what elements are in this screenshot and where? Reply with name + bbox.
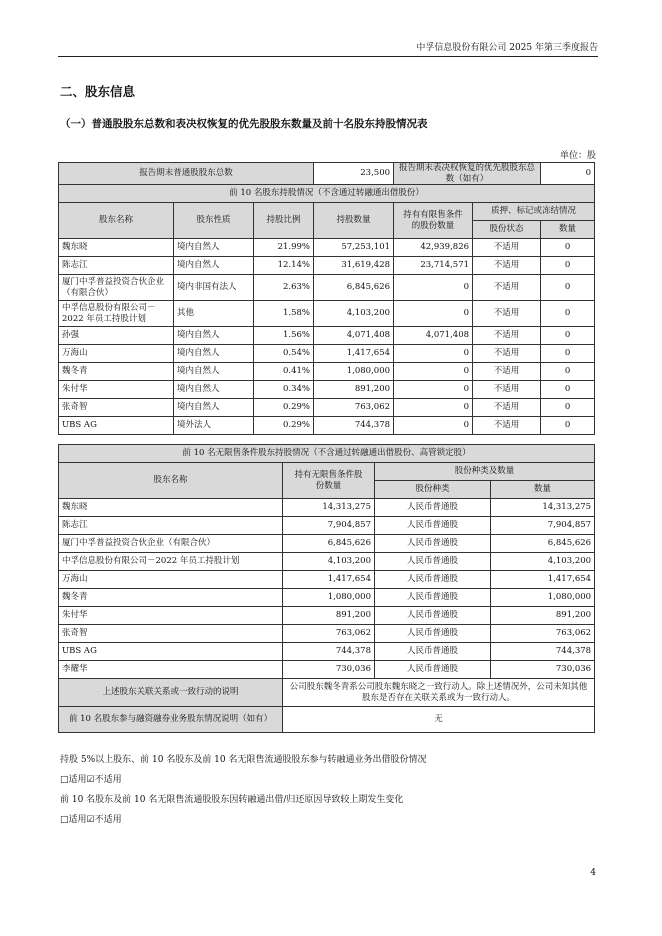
shareholder-name: 朱付华: [59, 607, 283, 625]
shareholding-qty: 763,062: [314, 399, 394, 417]
shareholding-ratio: 21.99%: [254, 239, 314, 257]
shareholding-qty: 31,619,428: [314, 257, 394, 275]
col-name: 股东名称: [59, 203, 174, 239]
total-holders-label: 报告期末普通股股东总数: [59, 163, 314, 185]
share-type: 人民币普通股: [375, 661, 491, 679]
unrestricted-shareholders-table: [58, 444, 595, 733]
unrestricted-qty: 744,378: [283, 643, 375, 661]
shareholder-name: 厦门中孚普益投资合伙企业（有限合伙）: [59, 535, 283, 553]
share-count: 7,904,857: [491, 517, 595, 535]
restricted-qty: 42,939,826: [394, 239, 473, 257]
shareholder-nature: 境内自然人: [174, 363, 254, 381]
pledge-status: 不适用: [473, 327, 541, 345]
restricted-qty: 0: [394, 381, 473, 399]
restricted-qty: 0: [394, 417, 473, 435]
unrestricted-qty: 891,200: [283, 607, 375, 625]
table-row: [59, 589, 595, 607]
restricted-qty: 0: [394, 275, 473, 301]
share-count: 763,062: [491, 625, 595, 643]
pledge-qty: 0: [541, 239, 595, 257]
table-row: [59, 571, 595, 589]
shareholder-name: 万海山: [59, 571, 283, 589]
relation-label: 上述股东关联关系或一致行动的说明: [59, 679, 283, 707]
table-row: [59, 499, 595, 517]
shareholding-qty: 4,103,200: [314, 301, 394, 327]
pledge-status: 不适用: [473, 257, 541, 275]
share-count: 6,845,626: [491, 535, 595, 553]
table-row: [59, 535, 595, 553]
share-count: 1,080,000: [491, 589, 595, 607]
table-row: [59, 363, 595, 381]
restricted-qty: 0: [394, 363, 473, 381]
share-count: 1,417,654: [491, 571, 595, 589]
pledge-qty: 0: [541, 363, 595, 381]
col-u-type: 股份种类: [375, 481, 491, 499]
shareholder-name: 张奇智: [59, 399, 174, 417]
note-line: 前 10 名股东及前 10 名无限售流通股股东因转融通出借/归还原因导致较上期发生变化: [60, 795, 404, 805]
shareholder-nature: 境内自然人: [174, 381, 254, 399]
pledge-status: 不适用: [473, 363, 541, 381]
share-count: 744,378: [491, 643, 595, 661]
top10-shareholders-table: [58, 162, 595, 435]
pledge-qty: 0: [541, 275, 595, 301]
col-qty: 持股数量: [314, 203, 394, 239]
shareholding-ratio: 1.58%: [254, 301, 314, 327]
share-type: 人民币普通股: [375, 589, 491, 607]
pledge-status: 不适用: [473, 301, 541, 327]
unrestricted-qty: 1,080,000: [283, 589, 375, 607]
share-count: 14,313,275: [491, 499, 595, 517]
unrestricted-title: 前 10 名无限售条件股东持股情况（不含通过转融通出借股份、高管锁定股）: [59, 445, 595, 463]
shareholder-nature: 其他: [174, 301, 254, 327]
shareholding-qty: 57,253,101: [314, 239, 394, 257]
margin-trading-label: 前 10 名股东参与融资融券业务股东情况说明（如有）: [59, 707, 283, 733]
col-u-type-group: 股份种类及数量: [375, 463, 595, 481]
shareholding-ratio: 2.63%: [254, 275, 314, 301]
shareholder-nature: 境内非国有法人: [174, 275, 254, 301]
shareholding-qty: 891,200: [314, 381, 394, 399]
restricted-qty: 4,071,408: [394, 327, 473, 345]
page-header: 中孚信息股份有限公司 2025 年第三季度报告: [58, 40, 598, 57]
shareholder-name: 张奇智: [59, 625, 283, 643]
pledge-qty: 0: [541, 399, 595, 417]
shareholding-qty: 6,845,626: [314, 275, 394, 301]
shareholder-name: 魏冬青: [59, 589, 283, 607]
pledge-qty: 0: [541, 327, 595, 345]
shareholder-name: 万海山: [59, 345, 174, 363]
shareholder-nature: 境外法人: [174, 417, 254, 435]
pledge-qty: 0: [541, 345, 595, 363]
shareholder-name: 魏东晓: [59, 239, 174, 257]
share-count: 730,036: [491, 661, 595, 679]
col-status: 股份状态: [473, 221, 541, 239]
shareholder-name: UBS AG: [59, 643, 283, 661]
col-ratio: 持股比例: [254, 203, 314, 239]
shareholding-ratio: 1.56%: [254, 327, 314, 345]
shareholder-name: 中孚信息股份有限公司－2022 年员工持股计划: [59, 301, 174, 327]
pref-holders-value: 0: [541, 163, 595, 185]
unrestricted-qty: 7,904,857: [283, 517, 375, 535]
shareholding-qty: 1,417,654: [314, 345, 394, 363]
restricted-qty: 23,714,571: [394, 257, 473, 275]
share-count: 891,200: [491, 607, 595, 625]
section-title: 二、股东信息: [60, 84, 136, 99]
table-row: [59, 381, 595, 399]
pledge-qty: 0: [541, 257, 595, 275]
pref-holders-label: 报告期末表决权恢复的优先股股东总数（如有）: [394, 163, 541, 185]
pledge-status: 不适用: [473, 345, 541, 363]
shareholding-ratio: 0.29%: [254, 417, 314, 435]
restricted-qty: 0: [394, 345, 473, 363]
table-row: [59, 417, 595, 435]
table-row: [59, 239, 595, 257]
shareholder-nature: 境内自然人: [174, 257, 254, 275]
shareholder-name: 魏东晓: [59, 499, 283, 517]
table-row: [59, 301, 595, 327]
share-type: 人民币普通股: [375, 517, 491, 535]
table-row: [59, 399, 595, 417]
shareholder-name: 孙强: [59, 327, 174, 345]
shareholding-ratio: 12.14%: [254, 257, 314, 275]
shareholding-ratio: 0.54%: [254, 345, 314, 363]
subsection-title: （一）普通股股东总数和表决权恢复的优先股股东数量及前十名股东持股情况表: [60, 118, 428, 130]
col-u-qty: 持有无限售条件股份数量: [283, 463, 375, 499]
unrestricted-qty: 730,036: [283, 661, 375, 679]
unrestricted-qty: 4,103,200: [283, 553, 375, 571]
col-u-count: 数量: [491, 481, 595, 499]
shareholder-name: 厦门中孚普益投资合伙企业（有限合伙）: [59, 275, 174, 301]
shareholding-ratio: 0.29%: [254, 399, 314, 417]
unrestricted-qty: 6,845,626: [283, 535, 375, 553]
table-row: [59, 275, 595, 301]
pledge-qty: 0: [541, 301, 595, 327]
total-holders-value: 23,500: [314, 163, 394, 185]
unrestricted-qty: 1,417,654: [283, 571, 375, 589]
shareholder-name: 陈志江: [59, 517, 283, 535]
col-restricted: 持有有限售条件的股份数量: [394, 203, 473, 239]
pledge-status: 不适用: [473, 239, 541, 257]
margin-trading-text: 无: [283, 707, 595, 733]
table-row: [59, 661, 595, 679]
col-nature: 股东性质: [174, 203, 254, 239]
shareholding-qty: 4,071,408: [314, 327, 394, 345]
shareholder-nature: 境内自然人: [174, 345, 254, 363]
restricted-qty: 0: [394, 399, 473, 417]
note-line: □适用☑不适用: [60, 815, 122, 825]
unrestricted-qty: 763,062: [283, 625, 375, 643]
table-row: [59, 257, 595, 275]
col-pledge-group: 质押、标记或冻结情况: [473, 203, 595, 221]
shareholder-name: 李耀华: [59, 661, 283, 679]
share-type: 人民币普通股: [375, 535, 491, 553]
shareholder-nature: 境内自然人: [174, 239, 254, 257]
unit-label: 单位：股: [559, 151, 596, 161]
col-u-name: 股东名称: [59, 463, 283, 499]
col-pledge-qty: 数量: [541, 221, 595, 239]
table-row: [59, 625, 595, 643]
page-number: 4: [590, 868, 596, 878]
shareholder-nature: 境内自然人: [174, 399, 254, 417]
shareholder-name: 朱付华: [59, 381, 174, 399]
pledge-status: 不适用: [473, 417, 541, 435]
shareholder-name: 陈志江: [59, 257, 174, 275]
share-count: 4,103,200: [491, 553, 595, 571]
pledge-status: 不适用: [473, 275, 541, 301]
pledge-qty: 0: [541, 417, 595, 435]
restricted-qty: 0: [394, 301, 473, 327]
note-line: 持股 5%以上股东、前 10 名股东及前 10 名无限售流通股股东参与转融通业务出借股份情况: [60, 755, 427, 765]
shareholder-name: UBS AG: [59, 417, 174, 435]
top10-title: 前 10 名股东持股情况（不含通过转融通出借股份）: [59, 185, 595, 203]
share-type: 人民币普通股: [375, 607, 491, 625]
shareholding-ratio: 0.34%: [254, 381, 314, 399]
shareholder-nature: 境内自然人: [174, 327, 254, 345]
note-line: □适用☑不适用: [60, 775, 122, 785]
table-row: [59, 643, 595, 661]
table-row: [59, 553, 595, 571]
pledge-qty: 0: [541, 381, 595, 399]
share-type: 人民币普通股: [375, 553, 491, 571]
relation-text: 公司股东魏冬青系公司股东魏东晓之一致行动人。除上述情况外，公司未知其他股东是否存在关联关系或为一致行动人。: [283, 679, 595, 707]
pledge-status: 不适用: [473, 399, 541, 417]
share-type: 人民币普通股: [375, 499, 491, 517]
shareholder-name: 中孚信息股份有限公司－2022 年员工持股计划: [59, 553, 283, 571]
shareholder-name: 魏冬青: [59, 363, 174, 381]
pledge-status: 不适用: [473, 381, 541, 399]
share-type: 人民币普通股: [375, 643, 491, 661]
table-row: [59, 327, 595, 345]
shareholding-qty: 1,080,000: [314, 363, 394, 381]
table-row: [59, 345, 595, 363]
share-type: 人民币普通股: [375, 625, 491, 643]
share-type: 人民币普通股: [375, 571, 491, 589]
table-row: [59, 607, 595, 625]
shareholding-ratio: 0.41%: [254, 363, 314, 381]
unrestricted-qty: 14,313,275: [283, 499, 375, 517]
shareholding-qty: 744,378: [314, 417, 394, 435]
table-row: [59, 517, 595, 535]
